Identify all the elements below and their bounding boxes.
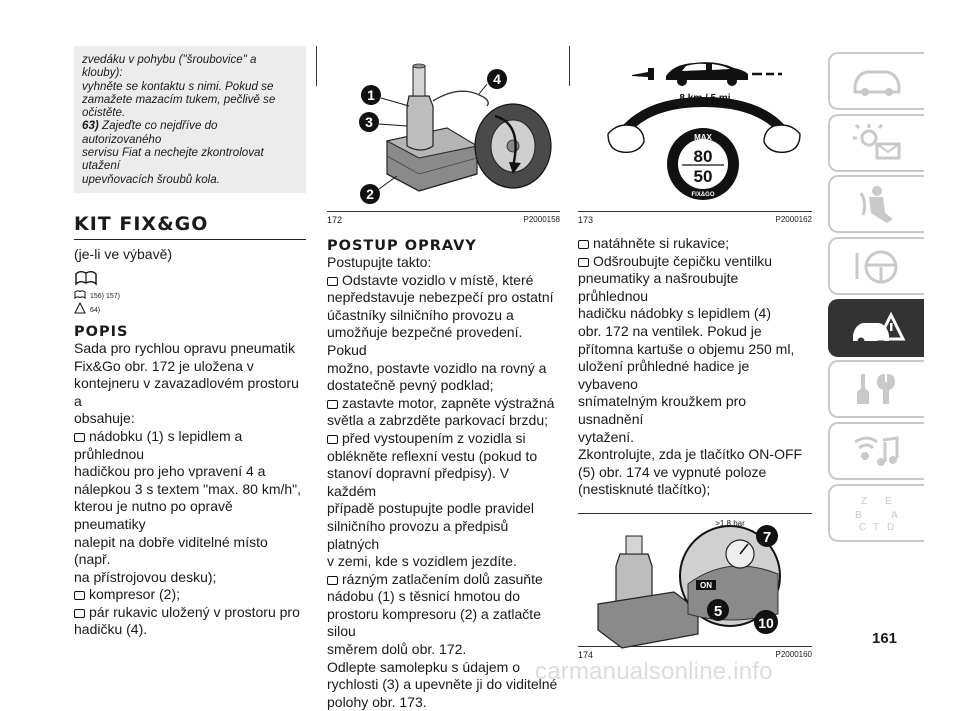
text-line: silničního provozu a předpisů platných (327, 517, 509, 552)
text-line: možno, postavte vozidlo na rovný a (327, 359, 547, 376)
text-line: na přístrojovou desku); (74, 568, 217, 585)
column-divider (569, 46, 570, 86)
figure-number: 172 (327, 215, 343, 225)
popis-paragraph (74, 340, 306, 639)
index-icon (847, 492, 907, 534)
manual-book-icon (74, 268, 98, 286)
bullet-item (578, 253, 812, 271)
figure-code: P2000162 (775, 215, 812, 224)
speed-label: 8 km / 5 mi (679, 93, 731, 104)
note-line: upevňovacích šroubů kola. (82, 172, 220, 186)
fix-and-go-kit-illustration (327, 46, 560, 212)
text-line: (nestisknuté tlačítko); (578, 481, 711, 498)
tab-safety[interactable] (828, 175, 924, 233)
bullet-box-icon (74, 433, 85, 442)
on-button-label: ON (700, 580, 712, 590)
callout-label: 10 (758, 614, 774, 631)
text-line: stanoví dopravní předpisy). V každém (327, 465, 510, 499)
speed-sticker-illustration (578, 46, 812, 212)
callout-label: 5 (713, 602, 723, 620)
text-line: Sada pro rychlou opravu pneumatik (74, 339, 296, 356)
text-line: směrem dolů obr. 172. (327, 641, 467, 658)
warning-light-icon (847, 122, 907, 164)
tab-multimedia[interactable] (828, 422, 924, 480)
callout-label: 2 (366, 186, 374, 202)
text-line: dostatečně pevný podklad; (327, 377, 494, 394)
text-line: hadičku (4). (74, 621, 148, 638)
service-icon (847, 368, 907, 410)
index-letter: A (891, 509, 898, 521)
bullet-box-icon (74, 609, 85, 618)
tab-car[interactable] (828, 52, 924, 110)
callout-label: 4 (493, 71, 501, 87)
callout-2 (360, 176, 397, 204)
callout-10 (754, 610, 778, 634)
text-line: polohy obr. 173. (327, 693, 427, 710)
figure-number: 174 (578, 649, 594, 660)
index-letter: E (885, 495, 892, 507)
callout-label: 3 (365, 114, 373, 130)
column-3 (578, 46, 812, 660)
section-heading: KIT FIX&GO (74, 213, 306, 240)
bullet-item (74, 604, 306, 622)
compressor-button-illustration (578, 514, 812, 648)
section-subtitle: (je-li ve výbavě) (74, 245, 173, 262)
seat-airbag-icon (847, 183, 907, 225)
callout-label: 7 (762, 528, 772, 546)
text-line: hadičku nádobky s lepidlem (4) (578, 305, 771, 322)
bullet-item (578, 235, 812, 253)
tab-warning-lights[interactable] (828, 114, 924, 172)
note-line: zvedáku v pohybu ("šroubovice" a klouby): (82, 53, 257, 80)
bullet-item (327, 395, 560, 413)
text-line: (5) obr. 174 ve vypnuté poloze (578, 463, 767, 480)
text-line: nálepkou 3 s textem "max. 80 km/h", (74, 480, 302, 497)
bullet-box-icon (327, 576, 338, 585)
bullet-box-icon (578, 240, 589, 249)
reference-numbers: 64) (90, 306, 101, 314)
callout-4 (479, 69, 507, 94)
text-line: v zemi, kde s vozidlem jezdíte. (327, 553, 517, 570)
text-line: Zkontrolujte, zda je tlačítko ON-OFF (578, 446, 803, 463)
postup-paragraph (327, 254, 560, 711)
pressure-label: >1,8 bar (715, 518, 745, 528)
callout-5 (707, 599, 729, 621)
figure-code: P2000160 (775, 649, 812, 659)
note-line: Zajeďte co nejdříve do autorizovaného (82, 119, 218, 146)
index-letter: Z (861, 495, 868, 507)
text-line: rychlosti (3) a upevněte ji do viditelné (327, 676, 558, 693)
text-line: kterou je nutno po opravě pneumatiky (74, 498, 233, 532)
note-63 (82, 119, 298, 146)
sticker-brand-label: FIX&GO (691, 192, 715, 198)
text-line: Odlepte samolepku s údajem o (327, 658, 520, 675)
bullet-item (327, 430, 560, 448)
text-line: před vystoupením z vozidla si (342, 429, 526, 446)
text-line: hadičkou pro jeho vpravení 4 a (74, 463, 266, 480)
text-line: nalepit na dobře viditelné místo (např. (74, 533, 268, 568)
figure-code: P2000158 (523, 215, 560, 224)
text-line: pneumatiky a našroubujte průhlednou (578, 270, 739, 304)
text-line: prostoru kompresoru (2) a zatlačte silou (327, 605, 541, 640)
note-line: zamažete mazacím tukem, pečlivě se (82, 92, 276, 106)
text-line: obsahuje: (74, 410, 135, 427)
sticker-50-label: 50 (693, 167, 713, 186)
index-letter: C (859, 521, 867, 533)
text-line: kompresor (2); (89, 586, 181, 603)
text-line: snímatelným kroužkem pro usnadnění (578, 393, 747, 427)
bullet-item (74, 586, 306, 604)
bullet-item (74, 428, 306, 463)
popis-heading: POPIS (74, 323, 129, 340)
breakdown-icon (847, 307, 907, 349)
figure-173 (578, 46, 812, 212)
bullet-box-icon (327, 400, 338, 409)
reference-row (74, 288, 306, 300)
sticker-max-label: MAX (694, 133, 712, 142)
tab-service[interactable] (828, 360, 924, 418)
text-line: nádobku (1) s lepidlem a průhlednou (74, 427, 243, 462)
bullet-box-icon (327, 435, 338, 444)
callout-1 (361, 85, 409, 106)
chapter-tabs (828, 52, 924, 546)
text-line: nepředstavuje nebezpečí pro ostatní (327, 289, 554, 306)
index-letter: B (855, 509, 862, 521)
note-line: vyhněte se kontaktu s nimi. Pokud se (82, 79, 274, 93)
column-divider (316, 46, 317, 86)
text-line: obr. 172 na ventilek. Pokud je (578, 322, 762, 339)
text-line: Postupujte takto: (327, 254, 432, 270)
text-line: pár rukavic uložený v prostoru pro (89, 603, 300, 620)
note-line: servisu Fiat a nechejte zkontrolovat utažení (82, 146, 264, 173)
manual-small-icon (74, 288, 86, 300)
text-line: případě postupujte podle pravidel (327, 500, 535, 517)
callout-7 (756, 525, 778, 547)
text-line: Odšroubujte čepičku ventilku (593, 252, 772, 269)
figure-caption (327, 215, 560, 225)
text-line: Fix&Go obr. 172 je uložena v (74, 357, 254, 374)
text-line: uložení průhledné hadice je vybaveno (578, 358, 750, 392)
bullet-box-icon (327, 277, 338, 286)
multimedia-icon (847, 430, 907, 472)
index-letter: T (873, 521, 880, 533)
bullet-box-icon (74, 591, 85, 600)
bullet-item (327, 571, 560, 589)
text-line: světla a zabrzděte parkovací brzdu; (327, 412, 549, 429)
tab-driving[interactable] (828, 237, 924, 295)
car-icon (847, 60, 907, 102)
text-line: zastavte motor, zapněte výstražná (342, 394, 555, 411)
bullet-item (327, 272, 560, 290)
figure-caption (578, 215, 812, 225)
tab-index[interactable] (828, 484, 924, 542)
figure-174 (578, 513, 812, 647)
page-number: 161 (872, 630, 898, 647)
text-line: natáhněte si rukavice; (593, 235, 730, 251)
column-2 (327, 46, 560, 711)
callout-3 (359, 112, 407, 132)
warning-triangle-icon (74, 302, 86, 314)
tab-emergency[interactable] (828, 299, 924, 357)
callout-label: 1 (367, 87, 375, 103)
text-line: účastníky silničního provozu a (327, 306, 514, 323)
warning-note-box (74, 46, 306, 193)
text-line: umožňuje bezpečné provedení. Pokud (327, 324, 523, 358)
text-line: kontejneru v zavazadlovém prostoru a (74, 375, 299, 409)
figure-172 (327, 46, 560, 212)
text-line: přítomna kartuše o objemu 250 ml, (578, 340, 795, 357)
postup-heading: POSTUP OPRAVY (327, 238, 477, 254)
column-1 (74, 46, 306, 639)
figure-number: 173 (578, 215, 594, 225)
index-letter: D (887, 521, 895, 533)
reference-row (74, 268, 306, 286)
reference-numbers: 156) 157) (90, 292, 120, 300)
reference-row (74, 302, 306, 314)
text-line: oblékněte reflexní vestu (pokud to (327, 447, 538, 464)
text-line: rázným zatlačením dolů zasuňte (342, 570, 543, 587)
bullet-box-icon (578, 258, 589, 267)
procedure-paragraph (578, 235, 812, 499)
text-line: vytažení. (578, 428, 635, 445)
text-line: Odstavte vozidlo v místě, které (342, 271, 534, 288)
note-line: očistěte. (82, 106, 126, 120)
text-line: nádobu (1) s těsnicí hmotou do (327, 588, 521, 605)
sticker-80-label: 80 (693, 147, 713, 166)
note-number: 63) (82, 119, 99, 133)
steering-wheel-icon (847, 245, 907, 287)
watermark: carmanualsonline.info (535, 658, 773, 685)
